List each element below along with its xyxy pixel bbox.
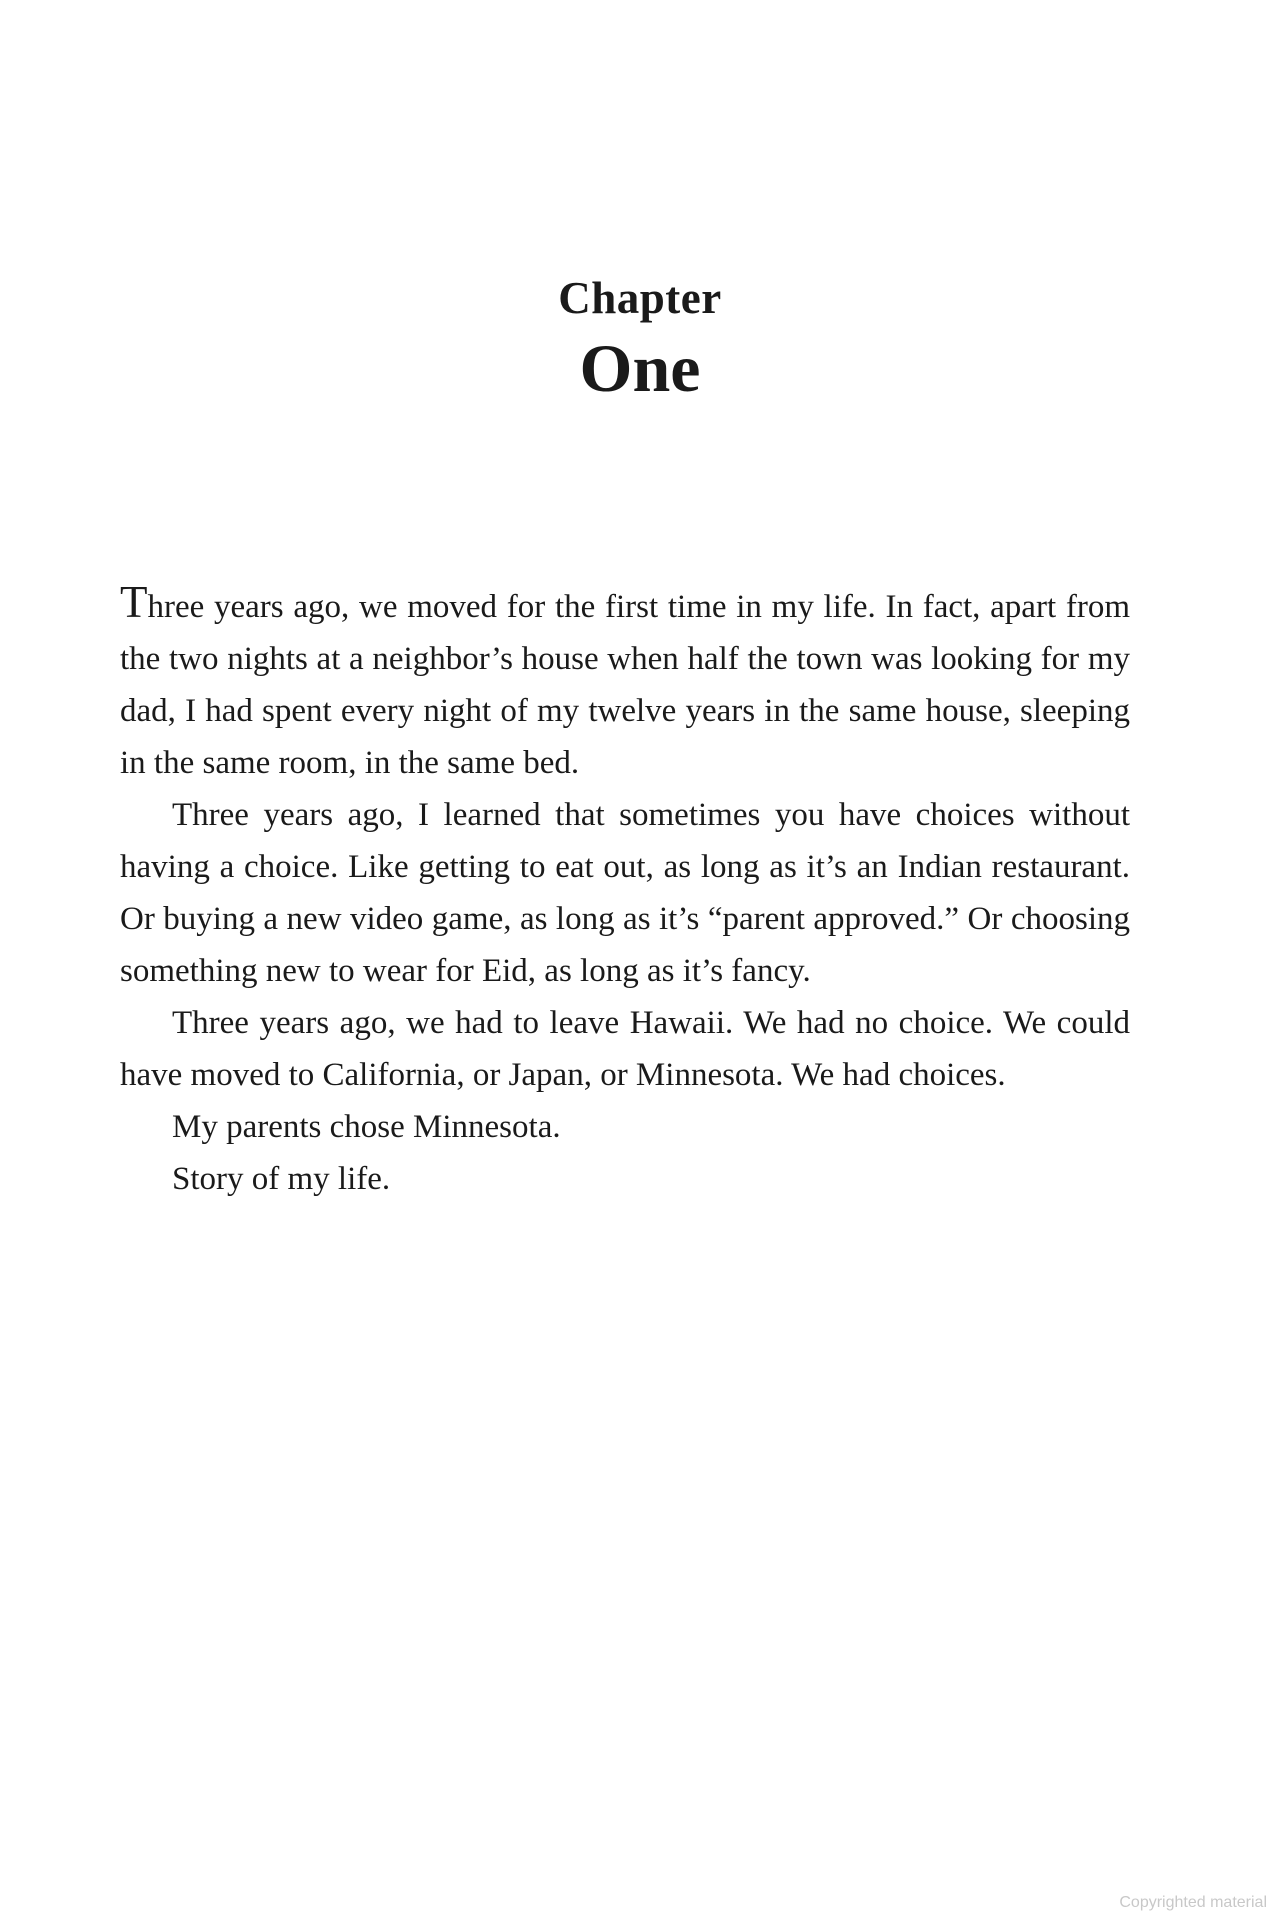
paragraph-3: Three years ago, we had to leave Hawaii. We had no choice. We could have moved to California, or Japan, or Minnesota. We had choices. [120,1005,1130,1093]
chapter-label: Chapter [558,273,722,323]
copyright-watermark: Copyrighted material [1119,1894,1267,1911]
chapter-body [120,577,1130,1205]
chapter-number: One [579,330,701,406]
paragraph-4: My parents chose Minnesota. [172,1109,561,1145]
paragraph-5: Story of my life. [172,1161,391,1197]
paragraph-2: Three years ago, I learned that sometimes you have choices without having a choice. Like getting to eat out, as long as it’s an Indian restaurant. Or buying a new video game, as long as it’s “parent approved.” Or choosing something new to wear for Eid, as long as it’s fancy. [120,797,1130,989]
paragraph-1: Three years ago, we moved for the first time in my life. In fact, apart from the two nights at a neighbor’s house when half the town was looking for my dad, I had spent every night of my twelve years in the same house, sleeping in the same room, in the same bed. [120,577,1130,781]
